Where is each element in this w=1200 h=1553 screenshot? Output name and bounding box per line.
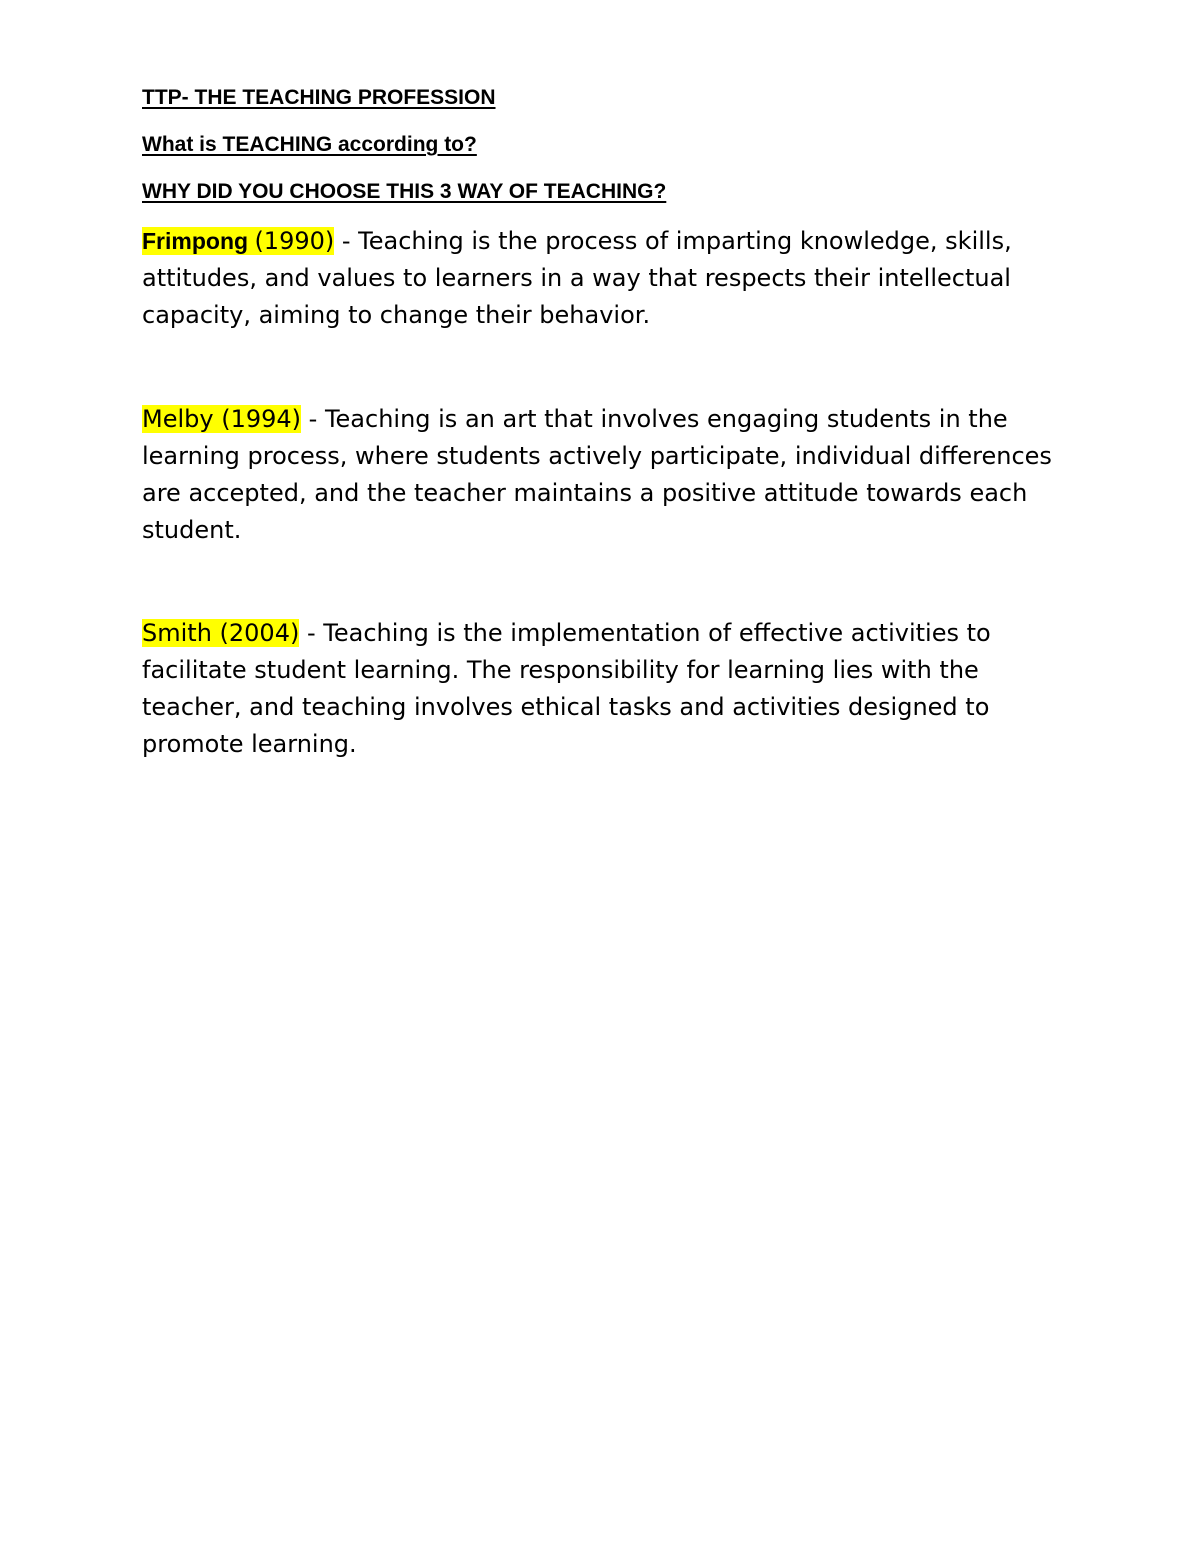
question-heading-1: What is TEACHING according to? xyxy=(142,133,477,156)
author-year-frimpong: (1990) xyxy=(254,227,335,255)
definition-text-melby: Teaching is an art that involves engaging students in the learning process, where students actively participate, individual differences are accepted, and the teacher maintains a positive attitude towards each student. xyxy=(142,405,1052,544)
author-highlight-frimpong xyxy=(142,227,334,255)
definition-text-smith: Teaching is the implementation of effective activities to facilitate student learning. The responsibility for learning lies with the teacher, and teaching involves ethical tasks and activities designed to promote learning. xyxy=(142,619,991,758)
document-title: TTP- THE TEACHING PROFESSION xyxy=(142,86,496,109)
definition-text-frimpong: Teaching is the process of imparting knowledge, skills, attitudes, and values to learners in a way that respects their intellectual capacity, aiming to change their behavior. xyxy=(142,227,1012,329)
definition-melby xyxy=(142,401,1082,549)
definition-separator: - xyxy=(334,227,359,255)
question-heading-2: WHY DID YOU CHOOSE THIS 3 WAY OF TEACHING? xyxy=(142,180,667,203)
definition-separator: - xyxy=(301,405,325,433)
author-name-frimpong: Frimpong xyxy=(142,228,255,254)
author-highlight-smith: Smith (2004) xyxy=(142,619,300,647)
author-highlight-melby: Melby (1994) xyxy=(142,405,302,433)
definition-smith xyxy=(142,615,1082,763)
definition-frimpong xyxy=(142,223,1082,334)
definition-separator: - xyxy=(299,619,324,647)
